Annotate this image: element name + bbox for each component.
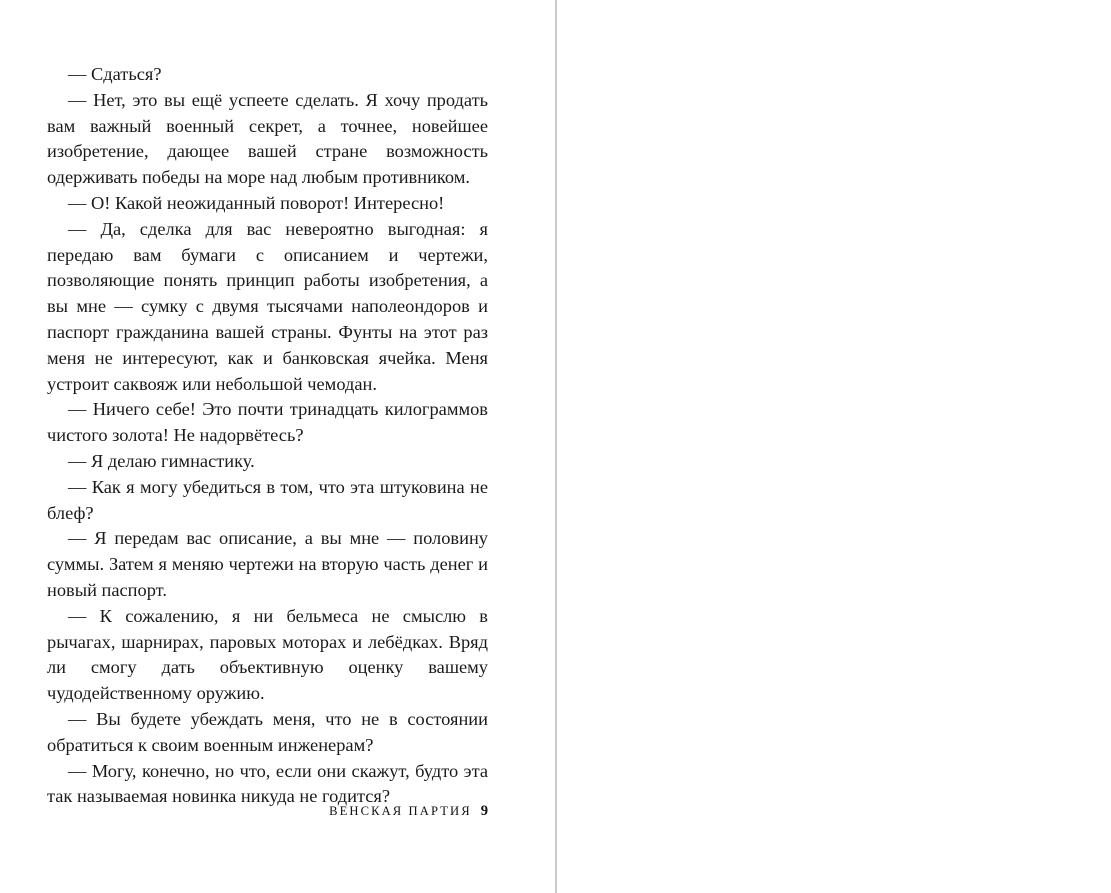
paragraph: — О! Какой неожиданный поворот! Интересно! [68,192,445,213]
left-page-footer [47,803,488,820]
paragraph: — К сожалению, я ни бельмеса не смыслю в рычагах, шарнирах, паровых моторах и лебёдках. Вряд ли смогу дать объективную оценку вашему чудодейственному оружию. [47,605,488,704]
running-title-left: ВЕНСКАЯ ПАРТИЯ [329,804,472,818]
folio-left: 9 [480,803,488,819]
page-left [0,0,555,893]
paragraph: — Вы будете убеждать меня, что не в состоянии обратиться к своим военным инженерам? [47,708,488,755]
paragraph: — Могу, конечно, но что, если они скажут, будто эта так называемая новинка никуда не годится? [47,760,488,807]
paragraph: — Я делаю гимнастику. [68,450,255,471]
left-page-text-column [47,62,488,810]
paragraph: — Сдаться? [68,64,162,84]
paragraph: — Да, сделка для вас невероятно выгодная: я передаю вам бумаги с описанием и чертежи, позволяющие понять принцип работы изобретения, а вы мне — сумку с двумя тысячами наполеондоров и паспорт гражданина вашей страны. Фунты на этот раз меня не интересуют, как и банковская ячейка. Меня устроит саквояж или небольшой чемодан. [47,218,488,394]
paragraph: — Я передам вас описание, а вы мне — половину суммы. Затем я меняю чертежи на вторую часть денег и новый паспорт. [47,528,488,600]
paragraph: — Нет, это вы ещё успеете сделать. Я хочу продать вам важный военный секрет, а точнее, новейшее изобретение, дающее вашей стране возможность одерживать победы на море над любым противником. [47,89,488,188]
paragraph: — Ничего себе! Это почти тринадцать килограммов чистого золота! Не надорвётесь? [47,399,488,446]
paragraph: — Как я могу убедиться в том, что эта штуковина не блеф? [47,476,488,523]
page-right [557,0,1111,893]
